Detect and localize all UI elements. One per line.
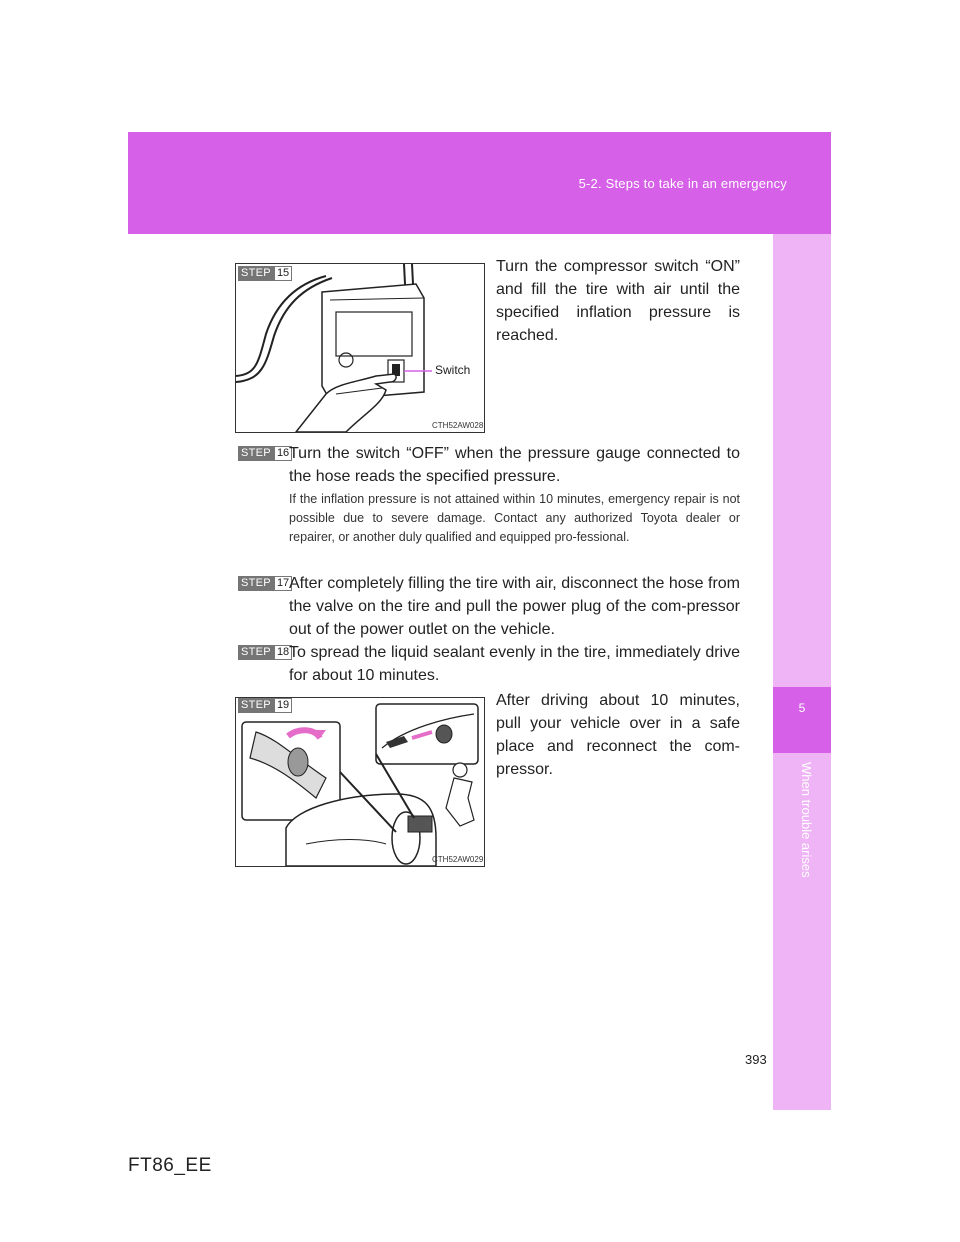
switch-label: Switch	[435, 363, 471, 377]
step-word: STEP	[238, 446, 274, 461]
step-19-text: After driving about 10 minutes, pull your vehicle over in a safe place and reconnect the com-pressor.	[496, 692, 740, 778]
step-16-text: Turn the switch “OFF” when the pressure gauge connected to the hose reads the specified pressure.	[289, 445, 740, 485]
step-badge-18	[238, 645, 292, 660]
step-word: STEP	[238, 645, 274, 660]
figure-code: CTH52AW028	[432, 421, 484, 430]
step-badge-15	[238, 266, 292, 281]
compressor-illustration	[236, 264, 484, 432]
step-badge-16	[238, 446, 292, 461]
reconnect-compressor-figure	[235, 697, 485, 867]
chapter-title: When trouble arises	[799, 762, 814, 878]
step-number: 16	[274, 446, 292, 461]
car-compressor-illustration	[236, 698, 484, 866]
step-number: 17	[274, 576, 292, 591]
compressor-switch-figure	[235, 263, 485, 433]
page-number: 393	[745, 1052, 767, 1067]
step-15-text: Turn the compressor switch “ON” and fill the tire with air until the specified inflation pressure is reached.	[496, 258, 740, 344]
chapter-tab-strip	[773, 234, 831, 1110]
step-badge-17	[238, 576, 292, 591]
step-word: STEP	[238, 698, 274, 713]
header-band	[128, 132, 831, 234]
chapter-tab	[773, 687, 831, 753]
step-number: 15	[274, 266, 292, 281]
step-badge-19	[238, 698, 292, 713]
step-18-text: To spread the liquid sealant evenly in the tire, immediately drive for about 10 minutes.	[289, 644, 740, 684]
step-number: 18	[274, 645, 292, 660]
step-word: STEP	[238, 266, 274, 281]
chapter-number: 5	[798, 701, 806, 715]
step-word: STEP	[238, 576, 274, 591]
document-code: FT86_EE	[128, 1155, 212, 1176]
step-16-note: If the inflation pressure is not attained within 10 minutes, emergency repair is not possible due to severe damage. Contact any authorized Toyota dealer or repairer, or another duly qualified and equipped pro-fessional.	[289, 492, 740, 544]
step-17-text: After completely filling the tire with air, disconnect the hose from the valve on the tire and pull the power plug of the com-pressor out of the power outlet on the vehicle.	[289, 575, 740, 638]
figure-code: CTH52AW029	[432, 855, 484, 864]
step-number: 19	[274, 698, 292, 713]
section-title: 5-2. Steps to take in an emergency	[578, 176, 787, 191]
